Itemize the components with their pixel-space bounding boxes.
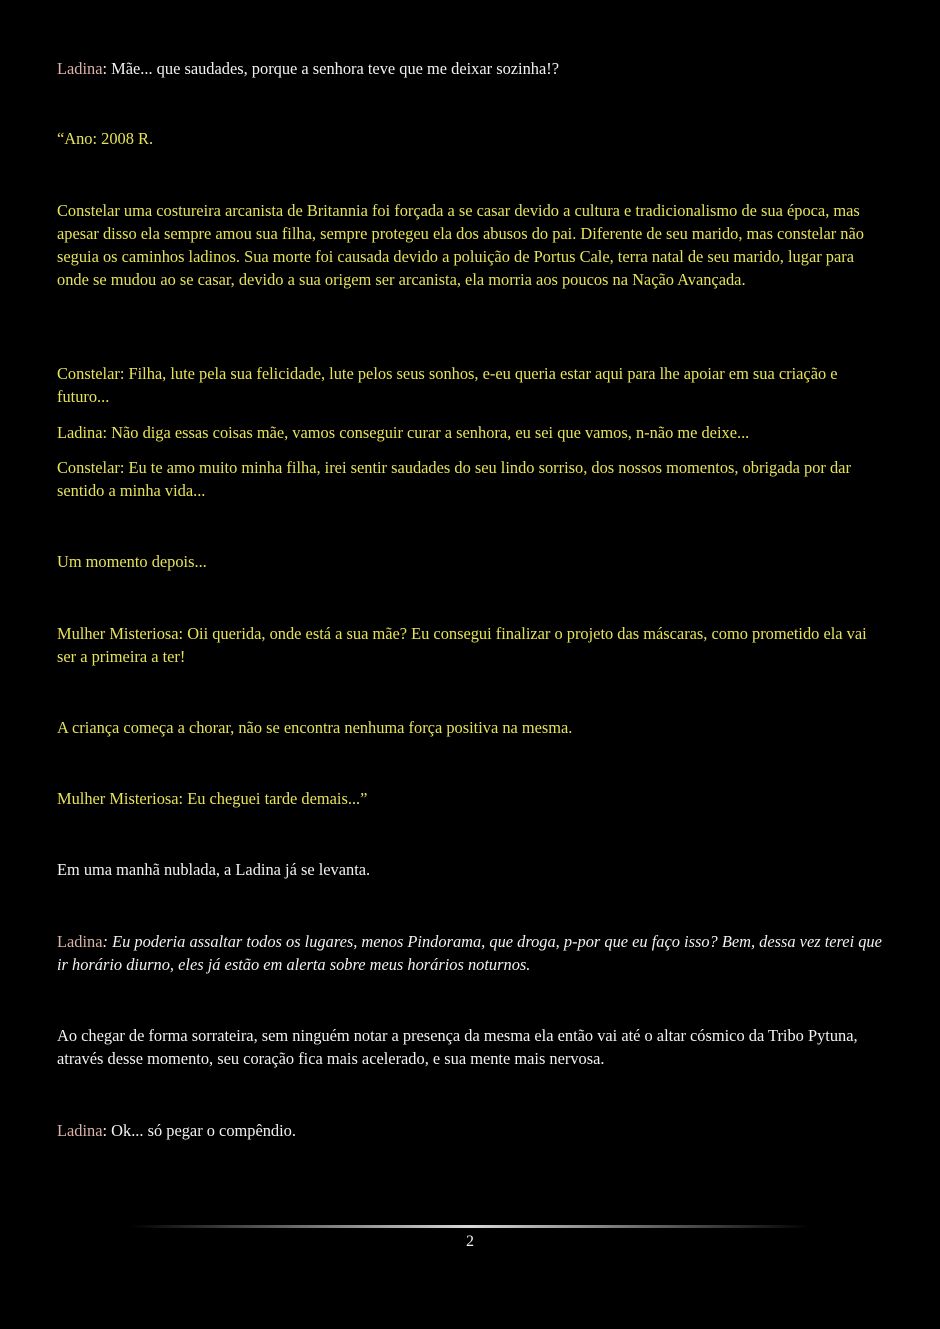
- dialogue-line: [57, 1119, 887, 1142]
- dialogue-line: Ladina: Não diga essas coisas mãe, vamos conseguir curar a senhora, eu sei que vamos, n-não me deixe...: [57, 423, 750, 442]
- dialogue-line: Constelar: Filha, lute pela sua felicidade, lute pelos seus sonhos, e-eu queria estar aqui para lhe apoiar em sua criação e futuro...: [57, 364, 838, 406]
- dialogue-line: Constelar: Eu te amo muito minha filha, irei sentir saudades do seu lindo sorriso, dos nossos momentos, obrigada por dar sentido a minha vida...: [57, 458, 851, 500]
- dialogue-line: [57, 930, 887, 976]
- narration-paragraph: Em uma manhã nublada, a Ladina já se levanta.: [57, 860, 371, 879]
- narration-paragraph: A criança começa a chorar, não se encontra nenhuma força positiva na mesma.: [57, 718, 573, 737]
- dialogue-line: [57, 57, 887, 80]
- speaker-name: Ladina: [57, 1121, 103, 1140]
- speaker-name: Ladina: [57, 932, 103, 951]
- narration-paragraph: Constelar uma costureira arcanista de Britannia foi forçada a se casar devido a cultura e tradicionalismo de sua época, mas apesar disso ela sempre amou sua filha, sempre protegeu ela dos abusos do pai. Diferente de seu marido, mas constelar não seguia os caminhos ladinos. Sua morte foi causada devido a poluição de Portus Cale, terra natal de seu marido, lugar para onde se mudou ao se casar, devido a sua origem ser arcanista, ela morria aos poucos na Nação Avançada.: [57, 201, 864, 289]
- dialogue-text: : Eu poderia assaltar todos os lugares, menos Pindorama, que droga, p-por que eu faço isso? Bem, dessa vez terei que ir horário diurno, eles já estão em alerta sobre meus horários noturnos.: [57, 932, 882, 974]
- dialogue-text: : Mãe... que saudades, porque a senhora teve que me deixar sozinha!?: [102, 59, 559, 78]
- flashback-date: “Ano: 2008 R.: [57, 129, 154, 148]
- narration-paragraph: Ao chegar de forma sorrateira, sem ninguém notar a presença da mesma ela então vai até o altar cósmico da Tribo Pytuna, através desse momento, seu coração fica mais acelerado, e sua mente mais nervosa.: [57, 1026, 858, 1068]
- narration-paragraph: Um momento depois...: [57, 552, 207, 571]
- dialogue-text: : Ok... só pegar o compêndio.: [102, 1121, 296, 1140]
- page-number: 2: [466, 1233, 474, 1250]
- footer-divider: [130, 1225, 810, 1228]
- dialogue-line: Mulher Misteriosa: Oii querida, onde está a sua mãe? Eu consegui finalizar o projeto das máscaras, como prometido ela vai ser a primeira a ter!: [57, 624, 867, 666]
- speaker-name: Ladina: [57, 59, 103, 78]
- dialogue-line: Mulher Misteriosa: Eu cheguei tarde demais...”: [57, 789, 368, 808]
